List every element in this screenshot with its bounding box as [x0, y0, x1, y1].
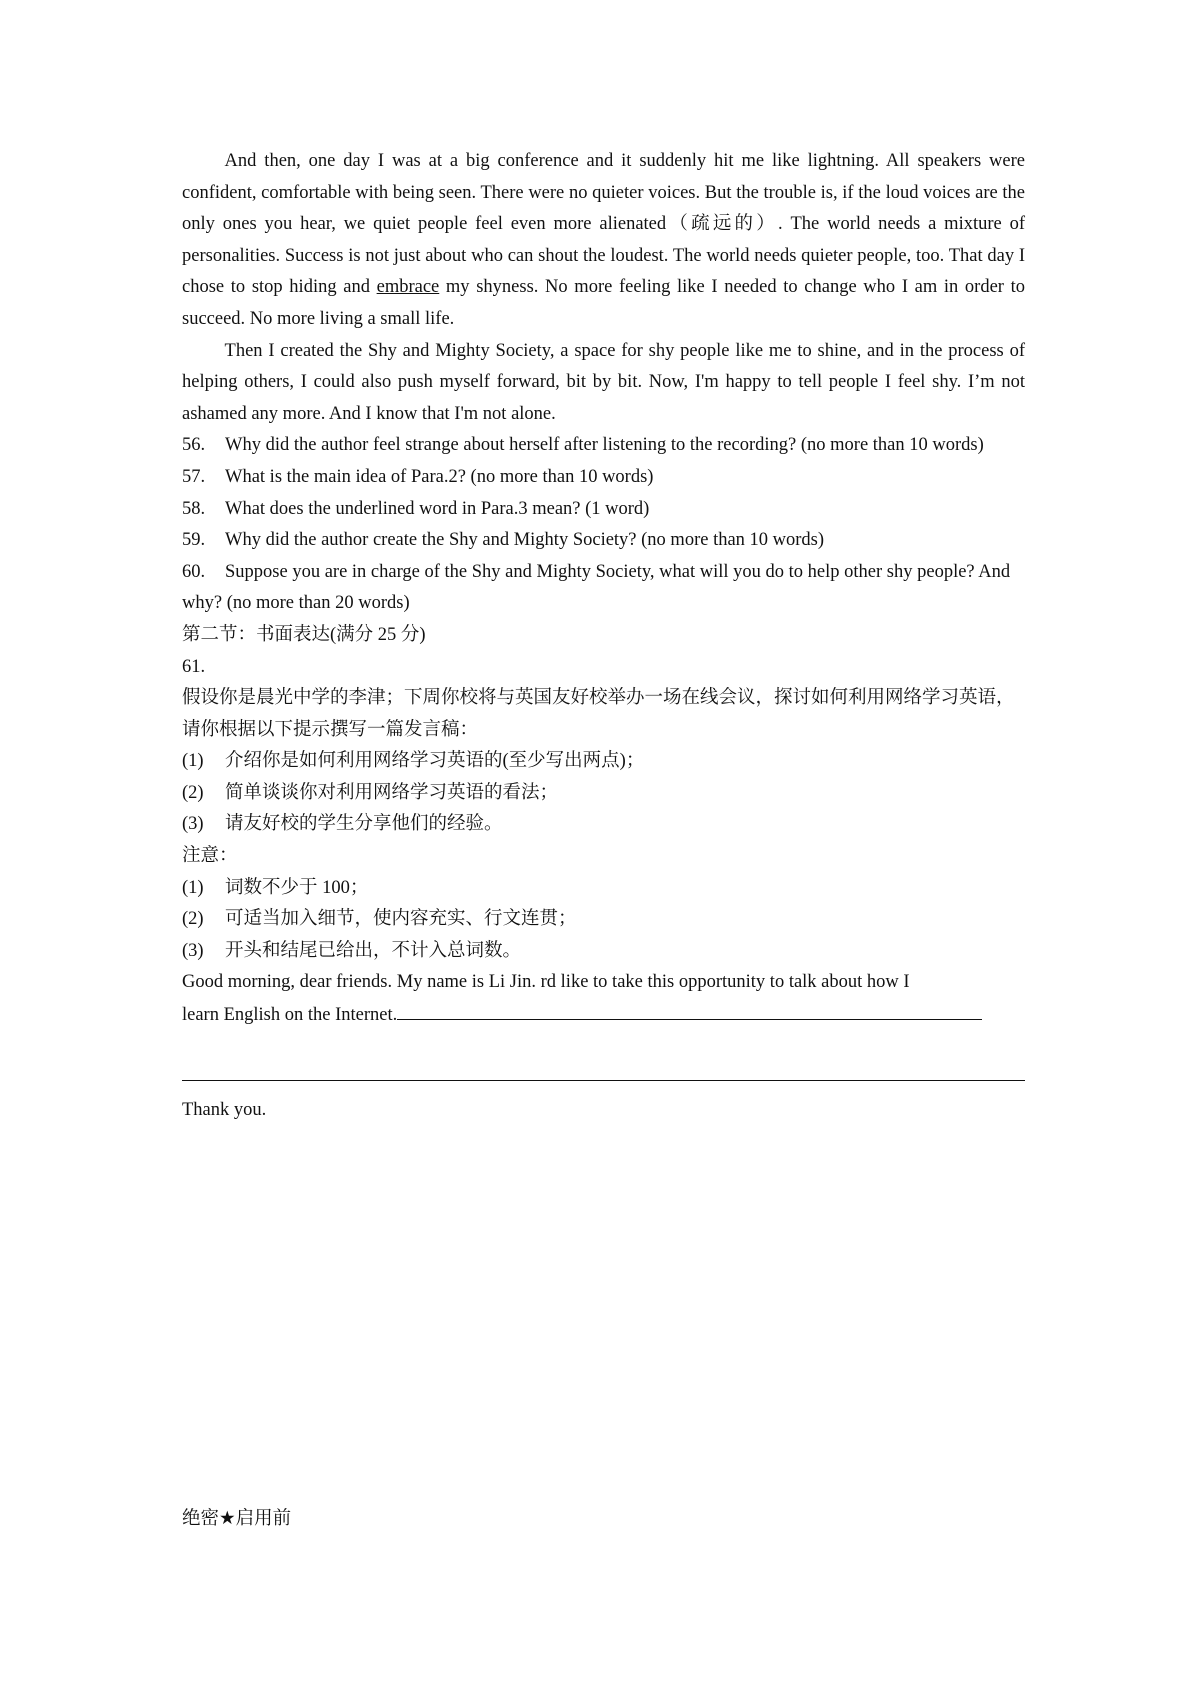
answer-line[interactable]	[182, 1032, 1025, 1095]
question-text: Suppose you are in charge of the Shy and Mighty Society, what will you do to help other shy people? And why? (no more than 20 words)	[182, 561, 1011, 614]
writing-question-number: 61.	[182, 656, 206, 677]
point-number: (1)	[182, 751, 204, 772]
essay-opening-line-2	[182, 999, 1025, 1032]
question-59	[182, 525, 1025, 557]
writing-prompt: 假设你是晨光中学的李津；下周你校将与英国友好校举办一场在线会议，探讨如何利用网络学习英语，请你根据以下提示撰写一篇发言稿：	[182, 688, 1015, 740]
paragraph-text: my shyness. No more feeling like I needed to change who I am in order to succeed. No more living a small life.	[182, 277, 1025, 329]
question-text: Why did the author create the Shy and Mighty Society? (no more than 10 words)	[225, 530, 825, 551]
essay-opening-line-1: Good morning, dear friends. My name is Li Jin. rd like to take this opportunity to talk about how I	[182, 972, 910, 993]
note-2	[182, 904, 1025, 936]
note-text: 词数不少于 100；	[225, 877, 369, 898]
note-number: (3)	[182, 940, 204, 961]
question-text: What is the main idea of Para.2? (no more than 10 words)	[225, 466, 654, 487]
note-3	[182, 936, 1025, 968]
question-60	[182, 557, 1025, 620]
point-text: 请友好校的学生分享他们的经验。	[225, 814, 503, 835]
point-number: (2)	[182, 782, 204, 803]
point-text: 介绍你是如何利用网络学习英语的(至少写出两点)；	[225, 751, 645, 772]
notes-label: 注意：	[182, 846, 238, 867]
note-1	[182, 873, 1025, 905]
question-number: 58.	[182, 498, 206, 519]
essay-opening-text: learn English on the Internet.	[182, 1005, 398, 1026]
prompt-point-1	[182, 746, 1025, 778]
confidential-footer: 绝密★启用前	[182, 1508, 292, 1529]
note-text: 可适当加入细节，使内容充实、行文连贯；	[225, 909, 577, 930]
section-title: 第二节：书面表达(满分 25 分)	[182, 624, 426, 645]
passage-paragraph-4: Then I created the Shy and Mighty Society, a space for shy people like me to shine, and in the process of helping others, I could also push myself forward, bit by bit. Now, I'm happy to tell people I feel shy. I’m not ashamed any more. And I know that I'm not alone.	[182, 340, 1025, 424]
question-number: 56.	[182, 435, 206, 456]
question-number: 57.	[182, 466, 206, 487]
note-text: 开头和结尾已给出，不计入总词数。	[225, 940, 522, 961]
question-number: 59.	[182, 530, 206, 551]
note-number: (1)	[182, 877, 204, 898]
underlined-word: embrace	[376, 277, 440, 298]
question-number: 60.	[182, 561, 206, 582]
question-text: What does the underlined word in Para.3 mean? (1 word)	[225, 498, 650, 519]
essay-closing: Thank you.	[182, 1099, 267, 1120]
question-58	[182, 494, 1025, 526]
question-57	[182, 462, 1025, 494]
answer-blank[interactable]	[397, 999, 982, 1020]
question-text: Why did the author feel strange about herself after listening to the recording? (no more than 10 words)	[225, 435, 984, 456]
note-number: (2)	[182, 909, 204, 930]
document-page	[182, 146, 1025, 1126]
point-text: 简单谈谈你对利用网络学习英语的看法；	[225, 782, 559, 803]
prompt-point-2	[182, 778, 1025, 810]
paragraph-text: And then, one day I was at a big conference and it suddenly hit me like lightning. All speakers were confident, comfortable with being seen. There were no quieter voices. But the trouble is, if the loud voices are the only ones you hear, we quiet people feel even more alienated（疏远的）. The world needs a mixture of personalities. Success is not just about who can shout the loudest. The world needs quieter people, too. That day I chose to stop hiding and	[182, 151, 1025, 298]
passage-paragraph-3	[182, 146, 1025, 336]
point-number: (3)	[182, 814, 204, 835]
question-56	[182, 430, 1025, 462]
prompt-point-3	[182, 809, 1025, 841]
